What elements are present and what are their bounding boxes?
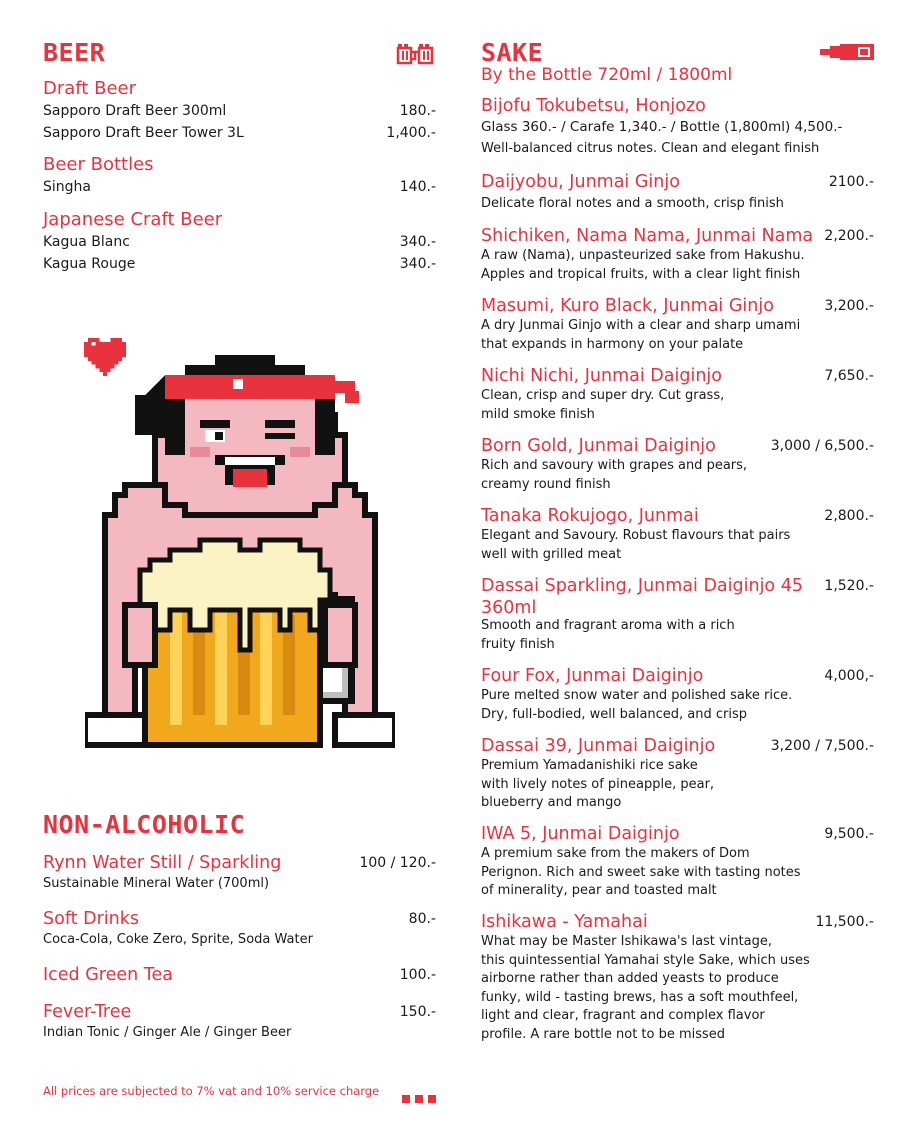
item-price: 180.- (399, 103, 436, 119)
item-price: 11,500.- (815, 914, 874, 930)
list-item (481, 823, 874, 903)
beer-title: BEER (43, 38, 106, 67)
item-price: 100 / 120.- (359, 855, 436, 871)
item-price: 1,520.- (824, 578, 874, 594)
item-description: Elegant and Savoury. Robust flavours that pairs well with grilled meat (481, 528, 791, 562)
item-price: 80.- (408, 911, 436, 927)
item-description: What may be Master Ishikawa's last vintage, this quintessential Yamahai style Sake, which uses airborne rather than added yeasts to produce funky, wild - tasting brews, has a soft mouthfeel, light and clear, fragrant and complex flavor profile. A rare bottle not to be missed (481, 934, 810, 1042)
item-price: 100.- (399, 967, 436, 983)
item-name: Dassai 39, Junmai Daiginjo (481, 736, 716, 756)
item-price: 3,200 / 7,500.- (770, 738, 874, 754)
list-item (481, 295, 874, 357)
list-item (43, 1001, 436, 1045)
list-item (481, 911, 874, 1046)
item-name: Soft Drinks (43, 909, 139, 929)
item-price: 340.- (399, 256, 436, 272)
sake-subtitle: By the Bottle 720ml / 1800ml (481, 65, 733, 85)
list-item (43, 908, 436, 952)
list-item (481, 575, 874, 657)
item-name: Fever-Tree (43, 1002, 132, 1022)
list-item (481, 171, 874, 215)
item-name: Dassai Sparkling, Junmai Daiginjo 45 360ml (481, 576, 803, 618)
item-description: Smooth and fragrant aroma with a rich fruity finish (481, 618, 735, 652)
list-item (481, 95, 874, 159)
item-description: A premium sake from the makers of Dom Perignon. Rich and sweet sake with tasting notes of minerality, pear and toasted malt (481, 846, 801, 899)
item-name: Born Gold, Junmai Daiginjo (481, 436, 716, 456)
item-price: 2,800.- (824, 508, 874, 524)
item-price: 7,650.- (824, 368, 874, 384)
item-price: 3,200.- (824, 298, 874, 314)
item-serving-prices: Glass 360.- / Carafe 1,340.- / Bottle (1,800ml) 4,500.- (481, 119, 843, 135)
item-name: Masumi, Kuro Black, Junmai Ginjo (481, 296, 774, 316)
item-price: 150.- (399, 1004, 436, 1020)
item-name: Nichi Nichi, Junmai Daiginjo (481, 366, 722, 386)
item-price: 2,200.- (824, 228, 874, 244)
item-name: Tanaka Rokujogo, Junmai (481, 506, 699, 526)
item-price: 140.- (399, 179, 436, 195)
item-description: Delicate floral notes and a smooth, crisp finish (481, 196, 784, 211)
item-description: Clean, crisp and super dry. Cut grass, mild smoke finish (481, 388, 725, 422)
item-price: 3,000 / 6,500.- (770, 438, 874, 454)
item-description: Rich and savoury with grapes and pears, creamy round finish (481, 458, 748, 492)
item-description: A raw (Nama), unpasteurized sake from Hakushu. Apples and tropical fruits, with a clear light finish (481, 248, 805, 282)
item-name: Sapporo Draft Beer Tower 3L (43, 125, 244, 141)
draft-beer-heading: Draft Beer (43, 78, 136, 99)
item-name: Singha (43, 179, 91, 195)
item-name: Ishikawa - Yamahai (481, 912, 648, 932)
list-item (481, 435, 874, 497)
craft-beer-heading: Japanese Craft Beer (43, 209, 223, 230)
non-alcoholic-title: NON-ALCOHOLIC (43, 810, 246, 839)
item-price: 2100.- (828, 174, 874, 190)
list-item (481, 225, 874, 287)
item-description: A dry Junmai Ginjo with a clear and sharp umami that expands in harmony on your palate (481, 318, 801, 352)
three-dots-icon (402, 1088, 441, 1107)
beer-bottles-heading: Beer Bottles (43, 154, 154, 175)
item-description: Premium Yamadanishiki rice sake with lively notes of pineapple, pear, blueberry and mango (481, 758, 715, 811)
item-name: Four Fox, Junmai Daiginjo (481, 666, 704, 686)
item-price: 9,500.- (824, 826, 874, 842)
sake-bottle-icon (820, 42, 876, 62)
item-description: Coca-Cola, Coke Zero, Sprite, Soda Water (43, 932, 313, 947)
item-description: Sustainable Mineral Water (700ml) (43, 876, 270, 891)
item-name: Kagua Rouge (43, 256, 136, 272)
item-name: Shichiken, Nama Nama, Junmai Nama (481, 226, 814, 246)
item-description: Pure melted snow water and polished sake rice. Dry, full-bodied, well balanced, and crisp (481, 688, 793, 722)
sake-title: SAKE (481, 38, 544, 67)
list-item (43, 964, 436, 988)
item-name: IWA 5, Junmai Daiginjo (481, 824, 680, 844)
item-price: 1,400.- (386, 125, 436, 141)
pixel-sumo-with-beer-mug-illustration (85, 335, 395, 755)
item-name: Sapporo Draft Beer 300ml (43, 103, 227, 119)
list-item (481, 665, 874, 727)
footer-note: All prices are subjected to 7% vat and 10% service charge (43, 1084, 380, 1098)
item-name: Bijofu Tokubetsu, Honjozo (481, 96, 706, 116)
list-item (43, 852, 436, 896)
item-name: Iced Green Tea (43, 965, 173, 985)
item-name: Kagua Blanc (43, 234, 130, 250)
list-item (481, 735, 874, 815)
item-name: Rynn Water Still / Sparkling (43, 853, 282, 873)
item-description: Well-balanced citrus notes. Clean and elegant finish (481, 141, 820, 156)
item-description: Indian Tonic / Ginger Ale / Ginger Beer (43, 1025, 292, 1040)
list-item (481, 505, 874, 567)
item-price: 4,000,- (824, 668, 874, 684)
item-price: 340.- (399, 234, 436, 250)
beer-mugs-icon (396, 43, 438, 65)
item-name: Daijyobu, Junmai Ginjo (481, 172, 680, 192)
list-item (481, 365, 874, 427)
